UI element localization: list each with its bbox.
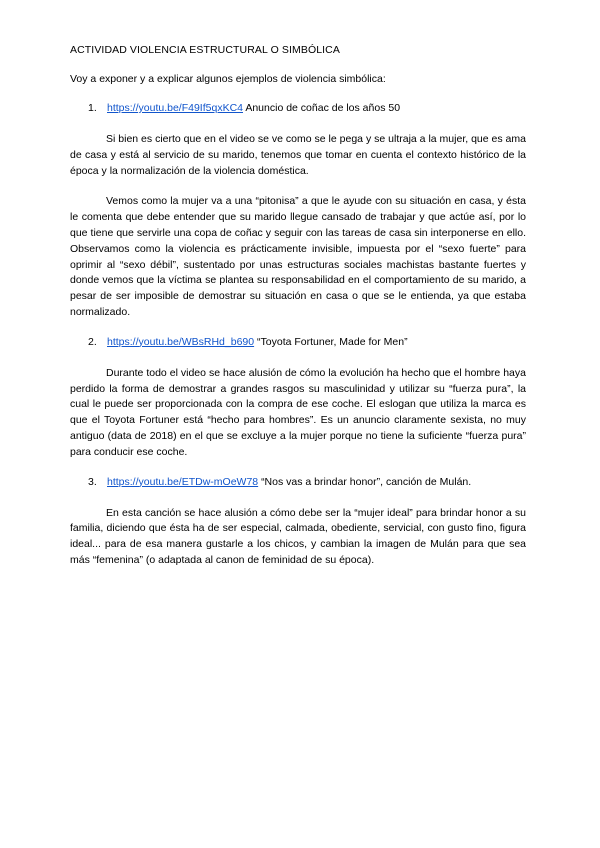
list-item-3 [70,476,526,488]
paragraph-1b: Vemos como la mujer va a una “pitonisa” a que le ayude con su situación en casa, y ésta le comenta que debe entender que su marido llegue cansado de trabajar y que actúe así, por lo que tiene que servirle una copa de coñac y seguir con las tareas de casa sin interponerse en ello. Observamos como la violencia es prácticamente invisible, impuesta por el “sexo fuerte” para oprimir al “sexo débil”, sustentado por unas estructuras sociales machistas bastante fuertes y donde vemos que la víctima se plantea su responsabilidad en el comportamiento de su marido, a pesar de ser imposible de demostrar su situación en casa o que se le entienda, ya que estaba normalizado. [70,195,526,318]
video-link-2[interactable]: https://youtu.be/WBsRHd_b690 [107,335,255,348]
paragraph-2a: Durante todo el video se hace alusión de cómo la evolución ha hecho que el hombre haya perdido la forma de demostrar a grandes rasgos su masculinidad y utilizar su “fuerza pura”, la cual le puede ser proporcionada con la compra de ese coche. El eslogan que utiliza la marca es que el Toyota Fortuner está “hecho para hombres”. Es un anuncio claramente sexista, no muy antiguo (data de 2018) en el que se excluye a la mujer porque no tiene la suficiente “fuerza pura” para conducir ese coche. [70,366,526,458]
link-caption-3: “Nos vas a brindar honor”, canción de Mulán. [261,475,472,488]
link-caption-1: Anuncio de coñac de los años 50 [245,102,401,114]
paragraph-1a: Si bien es cierto que en el video se ve como se le pega y se ultraja a la mujer, que es ama de casa y está al servicio de su marido, tenemos que tomar en cuenta el contexto histórico de la época y la normalización de la violencia doméstica. [70,133,526,177]
intro-paragraph: Voy a exponer y a explicar algunos ejemplos de violencia simbólica: [70,73,386,85]
video-link-3[interactable]: https://youtu.be/ETDw-mOeW78 [107,475,259,488]
list-item-1 [70,102,526,114]
document-page [70,44,526,584]
video-link-1[interactable]: https://youtu.be/F49If5qxKC4 [107,102,243,114]
paragraph-3a: En esta canción se hace alusión a cómo debe ser la “mujer ideal” para brindar honor a su familia, diciendo que ésta ha de ser especial, calmada, obediente, servicial, con gusto fino, figura ideal... para de esa manera gustarle a los chicos, y cambian la imagen de Mulán para que sea más “femenina” (o adaptada al canon de feminidad de su época). [70,506,526,566]
link-caption-2: “Toyota Fortuner, Made for Men” [257,335,408,348]
list-number: 3. [88,475,97,488]
list-item-2 [70,336,526,348]
document-title: ACTIVIDAD VIOLENCIA ESTRUCTURAL O SIMBÓLICA [70,44,340,56]
list-number: 2. [88,335,97,348]
list-number: 1. [88,102,97,114]
